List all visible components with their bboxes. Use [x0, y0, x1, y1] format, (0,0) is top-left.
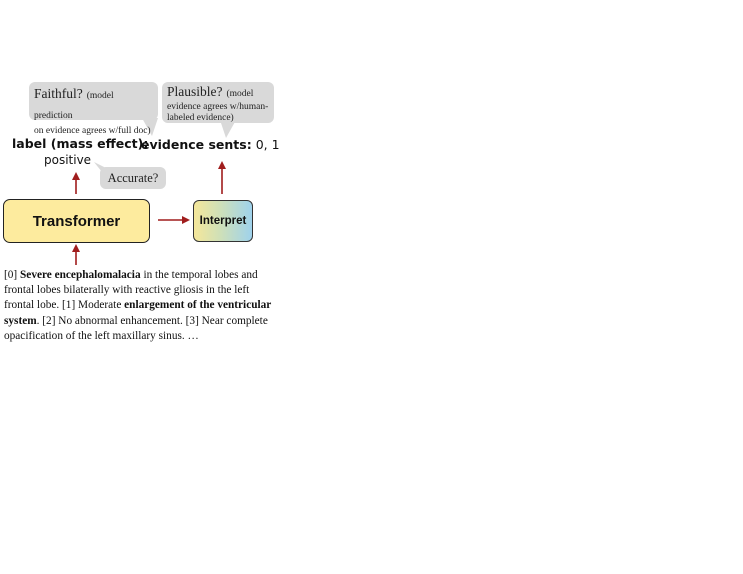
faithful-detail-2: on evidence agrees w/full doc): [34, 126, 151, 136]
evidence-value: 0, 1: [255, 137, 280, 152]
sentence-1-evidence-b: system: [4, 314, 37, 327]
sentence-0-text-b: frontal lobes bilaterally with reactive gliosis in the left: [4, 284, 250, 297]
evidence-key: evidence sents:: [141, 137, 252, 152]
evidence-output: [141, 137, 280, 152]
faithful-bubble: [29, 82, 158, 136]
accurate-bubble: [100, 167, 166, 189]
faithful-title: Faithful?: [34, 86, 83, 101]
label-key: label (mass effect):: [12, 136, 149, 151]
sentence-0-evidence: Severe encephalomalacia: [20, 269, 141, 281]
plausible-title: Plausible?: [167, 84, 223, 99]
sentence-0-text-a: in the temporal lobes and: [143, 269, 258, 281]
transformer-box: [3, 199, 150, 243]
sentence-1-evidence-a: enlargement of the ventricular: [124, 299, 272, 312]
label-value: positive: [44, 153, 92, 167]
interpret-label: Interpret: [199, 215, 247, 227]
sentence-3-text-b: opacification of the left maxillary sinus. …: [4, 329, 199, 342]
sentence-1-text: [1] Moderate: [62, 299, 122, 312]
sentence-1-end: .: [36, 314, 40, 327]
accurate-title: Accurate?: [107, 170, 159, 185]
sentence-0-text-c: frontal lobe.: [4, 299, 60, 312]
sentence-3-text-a: [3] Near complete: [185, 314, 268, 327]
faithful-detail-1: (model prediction: [34, 91, 114, 121]
sentence-0-index: [0]: [4, 269, 18, 281]
interpret-box: [193, 200, 253, 242]
sentence-2-text: [2] No abnormal enhancement.: [42, 314, 183, 327]
plausible-detail-3: labeled evidence): [167, 113, 234, 123]
plausible-detail-1: (model: [226, 89, 254, 99]
plausible-detail-2: evidence agrees w/human-: [167, 102, 269, 112]
plausible-bubble: [162, 82, 274, 123]
input-document: [4, 268, 286, 344]
transformer-label: Transformer: [32, 212, 121, 230]
